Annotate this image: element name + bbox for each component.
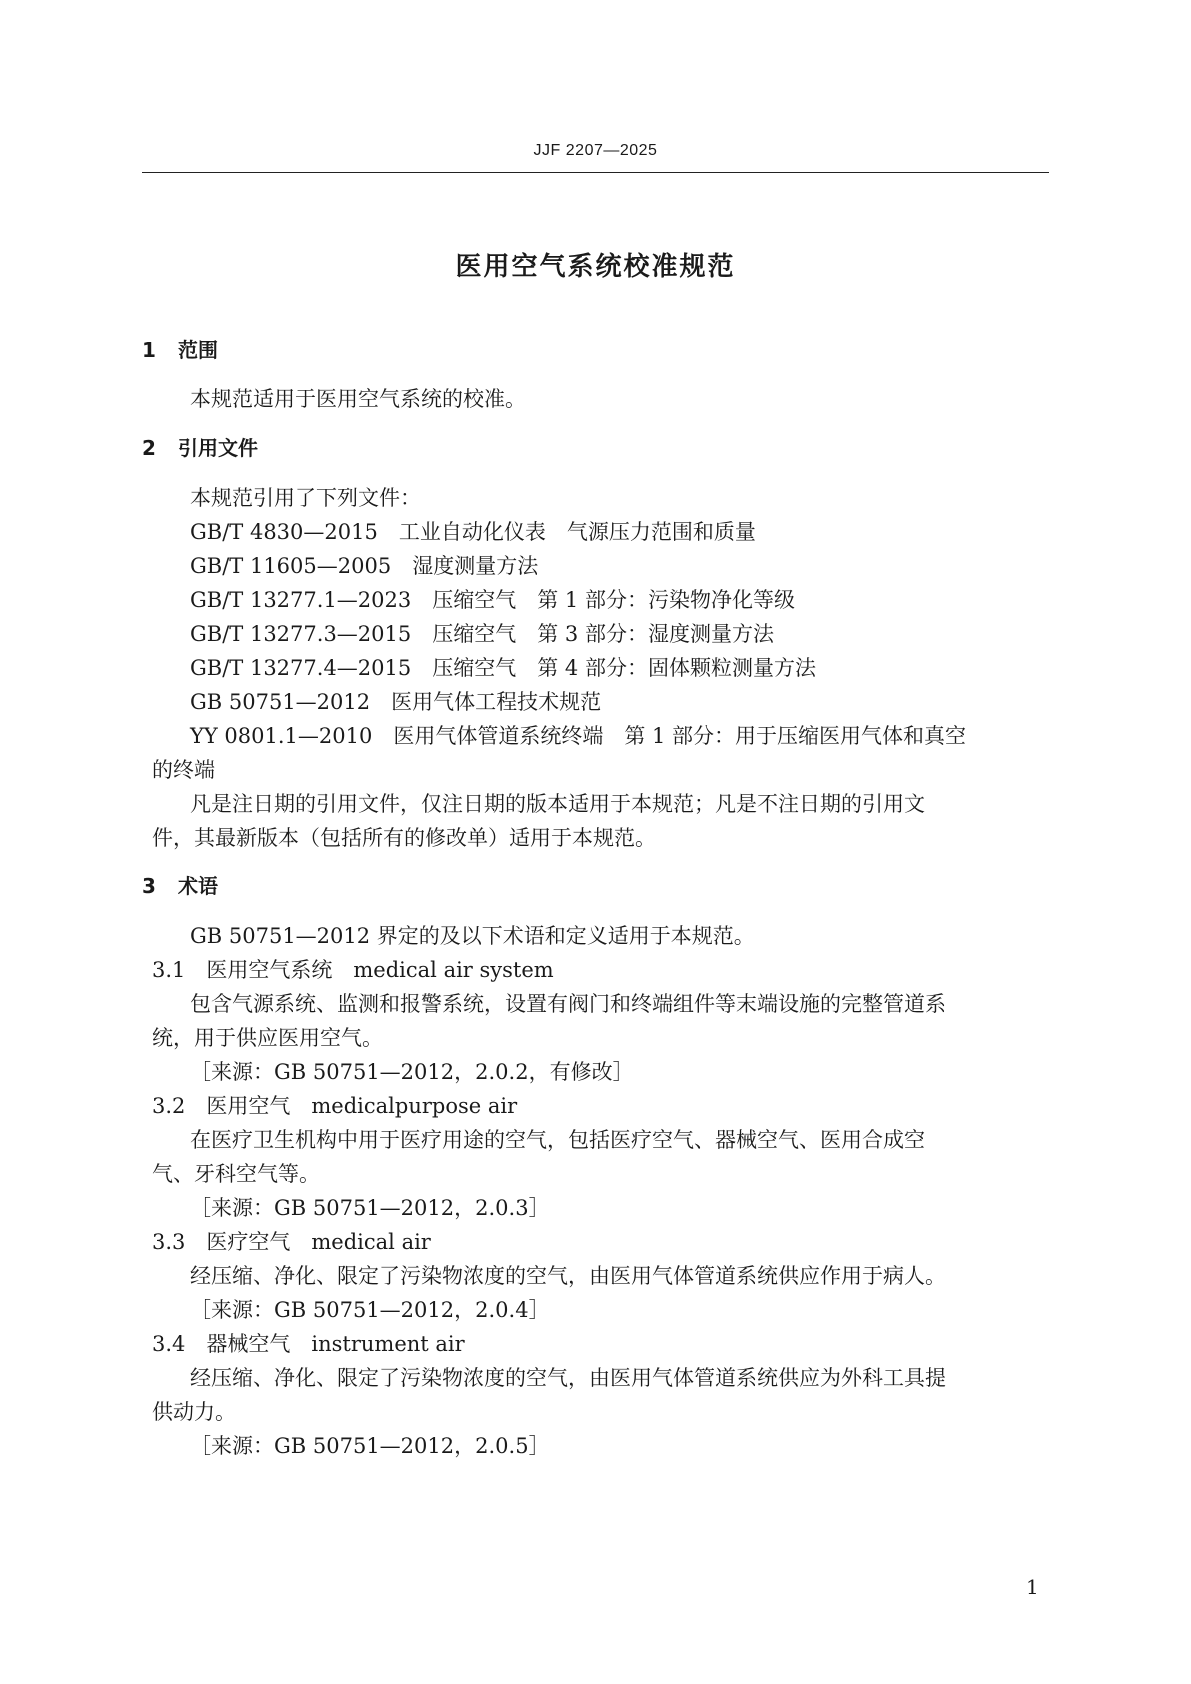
term-definition: 经压缩、净化、限定了污染物浓度的空气，由医用气体管道系统供应为外科工具提 (190, 1366, 946, 1390)
reference-item: GB/T 13277.4—2015 压缩空气 第 4 部分：固体颗粒测量方法 (190, 656, 816, 680)
paragraph: 凡是注日期的引用文件，仅注日期的版本适用于本规范；凡是不注日期的引用文 (190, 792, 925, 816)
section-title: 引用文件 (178, 436, 258, 460)
document-code: JJF 2207—2025 (533, 142, 658, 159)
section-number: 1 (142, 338, 156, 362)
section-number: 2 (142, 436, 156, 460)
reference-item: GB 50751—2012 医用气体工程技术规范 (190, 690, 602, 714)
section-heading-1 (142, 334, 218, 366)
section-title: 术语 (178, 874, 218, 898)
section-heading-2 (142, 432, 258, 464)
document-title: 医用空气系统校准规范 (455, 252, 736, 282)
term-definition: 经压缩、净化、限定了污染物浓度的空气，由医用气体管道系统供应作用于病人。 (190, 1264, 946, 1288)
term-source: ［来源：GB 50751—2012，2.0.2，有修改］ (190, 1060, 634, 1084)
term-source: ［来源：GB 50751—2012，2.0.4］ (190, 1298, 550, 1322)
term-definition-continuation: 统，用于供应医用空气。 (152, 1026, 383, 1050)
reference-item: YY 0801.1—2010 医用气体管道系统终端 第 1 部分：用于压缩医用气体和真空 (190, 724, 967, 748)
term-heading: 3.2 医用空气 medicalpurpose air (152, 1094, 518, 1118)
term-heading: 3.4 器械空气 instrument air (152, 1332, 465, 1356)
section-number: 3 (142, 874, 156, 898)
paragraph: GB 50751—2012 界定的及以下术语和定义适用于本规范。 (190, 924, 755, 948)
paragraph: 本规范引用了下列文件： (190, 486, 421, 510)
section-heading-3 (142, 870, 218, 902)
term-source: ［来源：GB 50751—2012，2.0.3］ (190, 1196, 550, 1220)
page-number: 1 (1026, 1575, 1039, 1599)
reference-item: GB/T 13277.3—2015 压缩空气 第 3 部分：湿度测量方法 (190, 622, 774, 646)
term-source: ［来源：GB 50751—2012，2.0.5］ (190, 1434, 550, 1458)
term-definition: 在医疗卫生机构中用于医疗用途的空气，包括医疗空气、器械空气、医用合成空 (190, 1128, 925, 1152)
reference-item: GB/T 13277.1—2023 压缩空气 第 1 部分：污染物净化等级 (190, 588, 795, 612)
term-heading: 3.3 医疗空气 medical air (152, 1230, 431, 1254)
term-definition-continuation: 供动力。 (152, 1400, 236, 1424)
term-definition-continuation: 气、牙科空气等。 (152, 1162, 320, 1186)
term-definition: 包含气源系统、监测和报警系统，设置有阀门和终端组件等末端设施的完整管道系 (190, 992, 946, 1016)
reference-item: GB/T 4830—2015 工业自动化仪表 气源压力范围和质量 (190, 520, 756, 544)
paragraph-continuation: 件，其最新版本（包括所有的修改单）适用于本规范。 (152, 826, 656, 850)
term-heading: 3.1 医用空气系统 medical air system (152, 958, 554, 982)
paragraph: 本规范适用于医用空气系统的校准。 (190, 387, 526, 411)
section-title: 范围 (178, 338, 218, 362)
reference-item: GB/T 11605—2005 湿度测量方法 (190, 554, 539, 578)
reference-item-continuation: 的终端 (152, 758, 215, 782)
